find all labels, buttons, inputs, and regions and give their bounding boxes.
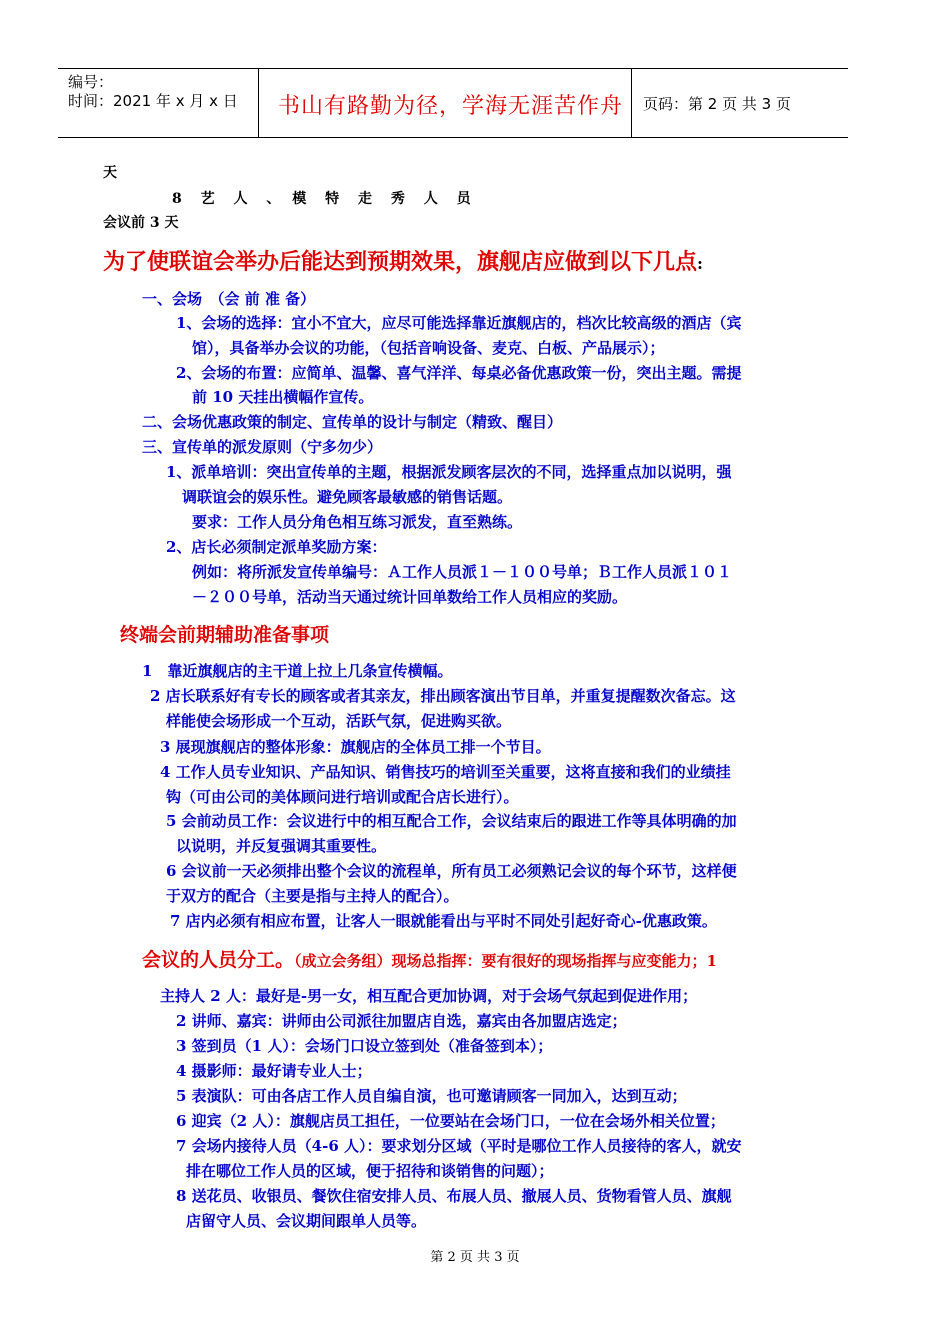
list-item: 2、会场的布置：应简单、温馨、喜气洋洋、每桌必备优惠政策一份，突出主题。需提 [176,364,742,382]
list-item: 钩（可由公司的美体顾问进行培训或配合店长进行）。 [166,788,519,806]
list-item: 2 讲师、嘉宾：讲师由公司派往加盟店自选，嘉宾由各加盟店选定； [176,1012,627,1030]
section-heading [103,245,703,276]
header-time: 时间：2021 年 x 月 x 日 [68,92,238,110]
list-item: 于双方的配合（主要是指与主持人的配合）。 [166,887,459,905]
list-item: 6 会议前一天必须排出整个会议的流程单，所有员工必须熟记会议的每个环节，这样便 [166,862,737,880]
list-item: 7 会场内接待人员（4-6 人）：要求划分区域（平时是哪位工作人员接待的客人，就安 [176,1137,742,1155]
heading-text: 会议的人员分工。 [142,949,295,971]
list-item: 店留守人员、会议期间跟单人员等。 [186,1212,427,1230]
list-item: 5 表演队：可由各店工作人员自编自演，也可邀请顾客一同加入，达到互动； [176,1087,687,1105]
list-item: 馆），具备举办会议的功能，（包括音响设备、麦克、白板、产品展示）； [192,339,665,357]
text-line: 会议前 3 天 [103,215,179,231]
list-item: 3 签到员（1 人）：会场门口设立签到处（准备签到本）； [176,1037,553,1055]
list-item: 5 会前动员工作：会议进行中的相互配合工作，会议结束后的跟进工作等具体明确的加 [166,812,737,830]
heading-text: 为了使联谊会举办后能达到预期效果，旗舰店应做到以下几点 [103,249,698,275]
page-footer: 第 2 页 共 3 页 [430,1250,520,1265]
list-item: 4 工作人员专业知识、产品知识、销售技巧的培训至关重要，这将直接和我们的业绩挂 [160,763,731,781]
list-item: 样能使会场形成一个互动，活跃气氛，促进购买欲。 [166,712,512,730]
header-divider [258,69,259,137]
list-item: 8 送花员、收银员、餐饮住宿安排人员、布展人员、撤展人员、货物看管人员、旗舰 [176,1187,732,1205]
header-page-number: 页码：第 2 页 共 3 页 [643,95,791,113]
list-item: 要求：工作人员分角色相互练习派发，直至熟练。 [192,513,523,531]
list-item: 1、会场的选择：宜小不宜大，应尽可能选择靠近旗舰店的，档次比较高级的酒店（宾 [176,314,742,332]
list-item: 1 靠近旗舰店的主干道上拉上几条宣传横幅。 [142,662,453,680]
list-item: 2 店长联系好有专长的顾客或者其亲友，排出顾客演出节目单，并重复提醒数次备忘。这 [150,687,736,705]
list-item: 2、店长必须制定派单奖励方案： [166,538,387,556]
list-item: 6 迎宾（2 人）：旗舰店员工担任，一位要站在会场门口，一位在会场外相关位置； [176,1112,725,1130]
list-item: 前 10 天挂出横幅作宣传。 [192,388,374,406]
text-line: 天 [103,165,117,181]
list-item: 主持人 2 人：最好是-男一女，相互配合更加协调，对于会场气氛起到促进作用； [160,987,698,1005]
header-motto: 书山有路勤为径，学海无涯苦作舟 [278,94,624,119]
header-meta [68,73,238,111]
list-item: 例如：将所派发宣传单编号：Ａ工作人员派１－１００号单；Ｂ工作人员派１０１ [192,563,733,581]
section-heading: 终端会前期辅助准备事项 [120,624,330,646]
list-item: 二、会场优惠政策的制定、宣传单的设计与制定（精致、醒目） [142,413,563,431]
section-heading [142,945,717,972]
list-item: 4 摄影师：最好请专业人士； [176,1062,372,1080]
heading-tail: （成立会务组）现场总指挥：要有很好的现场指挥与应变能力；1 [294,952,717,970]
text-line: 8 艺 人 、 模 特 走 秀 人 员 [172,191,471,207]
list-item: 一、会场 （会 前 准 备） [142,290,316,308]
page-header [58,68,848,138]
list-item: －２００号单，活动当天通过统计回单数给工作人员相应的奖励。 [192,588,628,606]
header-divider [631,69,632,137]
list-item: 3 展现旗舰店的整体形象：旗舰店的全体员工排一个节目。 [160,738,551,756]
list-item: 以说明，并反复强调其重要性。 [176,837,387,855]
list-item: 调联谊会的娱乐性。避免顾客最敏感的销售话题。 [182,488,513,506]
list-item: 7 店内必须有相应布置，让客人一眼就能看出与平时不同处引起好奇心-优惠政策。 [170,912,717,930]
heading-tail: : [697,254,703,273]
list-item: 排在哪位工作人员的区域，便于招待和谈销售的问题）； [186,1162,554,1180]
list-item: 三、宣传单的派发原则（宁多勿少） [142,438,383,456]
list-item: 1、派单培训：突出宣传单的主题，根据派发顾客层次的不同，选择重点加以说明，强 [166,463,732,481]
header-number: 编号： [68,73,114,91]
